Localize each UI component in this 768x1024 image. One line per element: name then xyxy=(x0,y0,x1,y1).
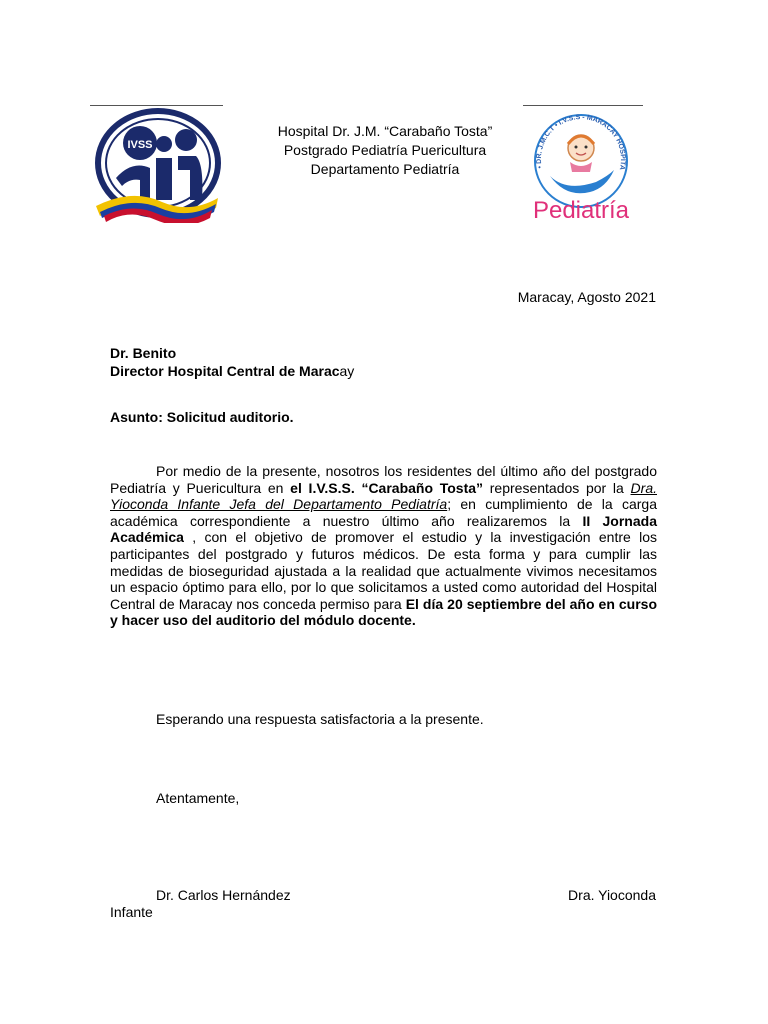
header-line-1: Hospital Dr. J.M. “Carabaño Tosta” xyxy=(277,123,493,139)
salutation: Atentamente, xyxy=(156,790,240,806)
header-rule-left xyxy=(90,105,223,106)
addressee-title-rest: ay xyxy=(339,363,355,379)
addressee-title xyxy=(110,362,354,380)
ivss-logo-text: IVSS xyxy=(127,139,153,151)
body-text-3: ; en cumplimiento de la carga académica correspondiente a nuestro último año realizaremos la xyxy=(110,496,657,529)
pediatria-logo xyxy=(520,106,642,224)
pediatria-logo-word: Pediatría xyxy=(532,197,630,224)
body-link-department-head[interactable]: Dra. Yioconda Infante Jefa del Departamento Pediatría xyxy=(110,479,657,513)
signature-right-wrap: Infante xyxy=(110,904,153,920)
subject-line: Asunto: Solicitud auditorio. xyxy=(110,409,294,425)
signature-right: Dra. Yioconda xyxy=(568,887,656,903)
addressee xyxy=(110,344,354,380)
letter-date: Maracay, Agosto 2021 xyxy=(517,289,656,305)
body-bold-event: II Jornada Académica xyxy=(110,512,657,546)
signature-left: Dr. Carlos Hernández xyxy=(156,887,291,903)
body-text-1: Por medio de la presente, nosotros los residentes del último año del postgrado Pediatría y Puericultura en xyxy=(110,463,657,496)
header-line-2: Postgrado Pediatría Puericultura xyxy=(283,142,487,158)
pediatria-ring-text: • DR. J.M.C.T • I.V.S.S - MARACAY HOSPITA xyxy=(535,114,627,171)
body-text-2: representados por la xyxy=(483,479,631,496)
addressee-title-bold: Director Hospital Central de Marac xyxy=(110,363,340,379)
header-line-3: Departamento Pediatría xyxy=(310,161,460,177)
closing-line: Esperando una respuesta satisfactoria a la presente. xyxy=(156,711,484,727)
addressee-name: Dr. Benito xyxy=(110,345,177,361)
body-bold-institution: el I.V.S.S. “Carabaño Tosta” xyxy=(290,479,484,496)
ivss-logo xyxy=(92,108,222,223)
body-paragraph xyxy=(110,463,657,629)
body-text-4: , con el objetivo de promover el estudio y la investigación entre los participantes del postgrado y futuros médicos. De esta forma y para cumplir las medidas de bioseguridad ajustada a la realidad que actualmente vivimos necesitamos un espacio óptimo para ello, por lo que solicitamos a usted como autoridad del Hospital Central de Maracay nos conceda permiso para xyxy=(110,529,657,612)
body-bold-request: El día 20 septiembre del año en curso y hacer uso del auditorio del módulo docente. xyxy=(110,595,657,629)
hospital-header xyxy=(240,122,530,179)
